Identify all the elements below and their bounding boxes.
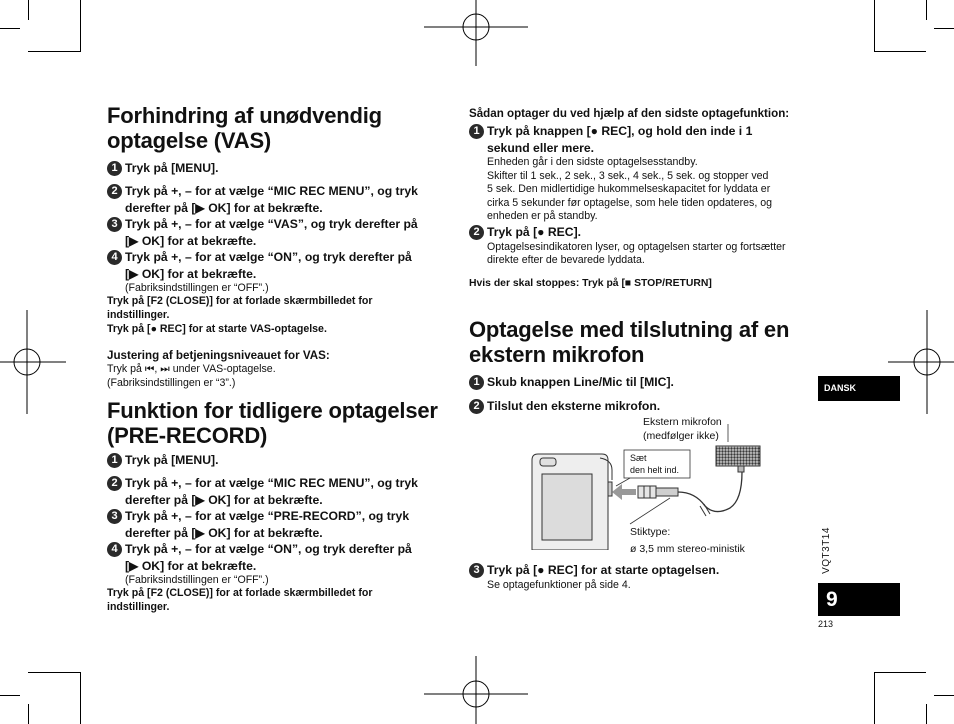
step-number-icon: 4 bbox=[107, 542, 122, 557]
vas-close-note: Tryk på [F2 (CLOSE)] for at forlade skærmbilledet for indstillinger. bbox=[107, 295, 373, 321]
last-step-2: 2 Tryk på [● REC]. Optagelsesindikatoren lyser, og optagelsen starter og fortsætter direkte efter de bevarede lyddata. bbox=[469, 224, 819, 268]
insert-label: Sæt den helt ind. bbox=[630, 453, 680, 475]
plug-type-label: Stiktype: bbox=[630, 526, 671, 538]
page-number-small: 213 bbox=[818, 619, 834, 629]
ext-mic-title: Optagelse med tilslutning af en ekstern mikrofon bbox=[469, 317, 790, 367]
step-number-icon: 2 bbox=[469, 225, 484, 240]
step-number-icon: 1 bbox=[107, 453, 122, 468]
vas-step-3: 3 Tryk på +, – for at vælge “VAS”, og tryk derefter på [▶ OK] for at bekræfte. bbox=[107, 216, 457, 249]
language-tab: DANSK bbox=[818, 376, 900, 401]
vas-step-4: 4 Tryk på +, – for at vælge “ON”, og tryk derefter på [▶ OK] for at bekræfte. (Fabriksindstillingen er “OFF”.) bbox=[107, 249, 457, 296]
step-number-icon: 1 bbox=[469, 124, 484, 139]
vas-adjust-heading: Justering af betjeningsniveauet for VAS: bbox=[107, 349, 330, 362]
step-number-icon: 2 bbox=[107, 476, 122, 491]
vas-adjust-text: Tryk på ⏮, ⏭ under VAS-optagelse. (Fabriksindstillingen er “3”.) bbox=[107, 363, 276, 389]
ext-step-1: 1 Skub knappen Line/Mic til [MIC]. bbox=[469, 374, 819, 391]
step-number-icon: 3 bbox=[107, 509, 122, 524]
model-code: VQT3T14 bbox=[820, 527, 832, 574]
step-number-icon: 2 bbox=[107, 184, 122, 199]
stop-note: Hvis der skal stoppes: Tryk på [■ STOP/RETURN] bbox=[469, 278, 712, 289]
pre-step-2: 2 Tryk på +, – for at vælge “MIC REC MENU”, og tryk derefter på [▶ OK] for at bekræfte. bbox=[107, 475, 457, 508]
pre-close-note: Tryk på [F2 (CLOSE)] for at forlade skærmbilledet for indstillinger. bbox=[107, 587, 373, 613]
step-number-icon: 3 bbox=[107, 217, 122, 232]
page-number-tab: 9 bbox=[818, 583, 900, 616]
step-number-icon: 1 bbox=[469, 375, 484, 390]
model-code-container bbox=[813, 525, 843, 585]
last-step-1: 1 Tryk på knappen [● REC], og hold den inde i 1 sekund eller mere. Enheden går i den sidste optagelsesstandby. Skifter til 1 sek., 2 sek., 3 sek., 4 sek., 5 sek. og stopper ved 5 sek. Den midlertidige hukommelseskapacitet for lyddata er cirka 5 sekunder før optagelse, som hele tiden opdateres, og enheden er på standby. bbox=[469, 123, 819, 224]
vas-title: Forhindring af unødvendig optagelse (VAS) bbox=[107, 103, 382, 153]
pre-step-3: 3 Tryk på +, – for at vælge “PRE-RECORD”, og tryk derefter på [▶ OK] for at bekræfte. bbox=[107, 508, 457, 541]
step-number-icon: 3 bbox=[469, 563, 484, 578]
step-number-icon: 1 bbox=[107, 161, 122, 176]
step-number-icon: 2 bbox=[469, 399, 484, 414]
pre-step-1: 1 Tryk på [MENU]. bbox=[107, 452, 457, 469]
last-rec-heading: Sådan optager du ved hjælp af den sidste optagefunktion: bbox=[469, 107, 790, 120]
vas-step-1: 1 Tryk på [MENU]. bbox=[107, 160, 457, 177]
ext-step-2: 2 Tilslut den eksterne mikrofon. bbox=[469, 398, 819, 415]
ext-mic-label: Ekstern mikrofon (medfølger ikke) bbox=[643, 416, 722, 442]
plug-size-label: ø 3,5 mm stereo-ministik bbox=[630, 543, 745, 555]
step-number-icon: 4 bbox=[107, 250, 122, 265]
pre-step-4: 4 Tryk på +, – for at vælge “ON”, og tryk derefter på [▶ OK] for at bekræfte. (Fabriksindstillingen er “OFF”.) bbox=[107, 541, 457, 588]
vas-step-2: 2 Tryk på +, – for at vælge “MIC REC MENU”, og tryk derefter på [▶ OK] for at bekræfte. bbox=[107, 183, 457, 216]
pre-record-title: Funktion for tidligere optagelser (PRE-RECORD) bbox=[107, 398, 438, 448]
ext-step-3: 3 Tryk på [● REC] for at starte optagelsen. Se optagefunktioner på side 4. bbox=[469, 562, 819, 592]
vas-rec-note: Tryk på [● REC] for at starte VAS-optagelse. bbox=[107, 323, 327, 335]
